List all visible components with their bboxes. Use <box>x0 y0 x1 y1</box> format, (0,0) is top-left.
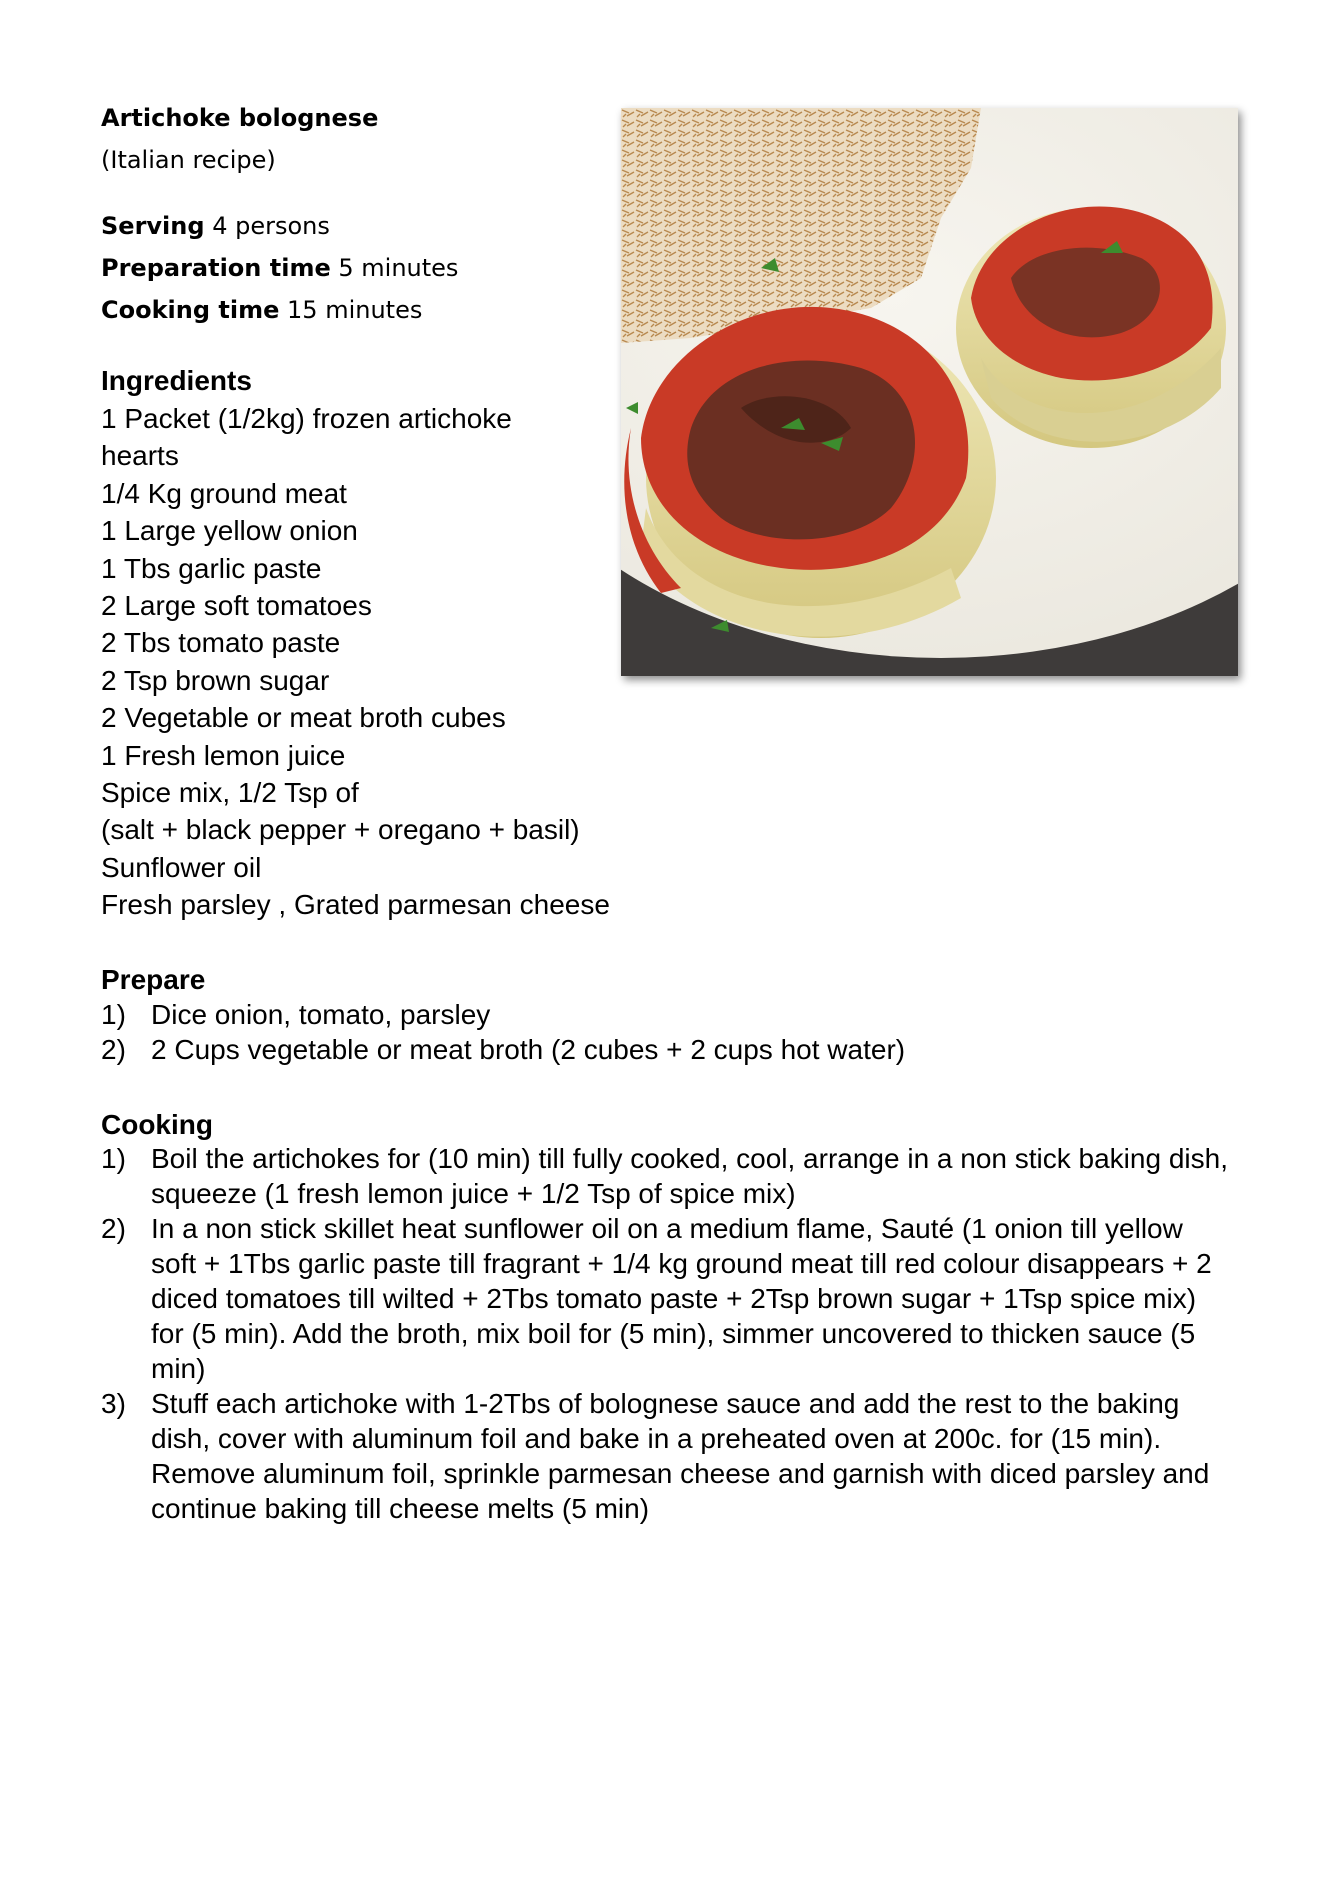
step-text: Boil the artichokes for (10 min) till fully cooked, cool, arrange in a non stick baking dish, squeeze (1 fresh lemon juice + 1/2 Tsp of spice mix) <box>151 1143 1228 1209</box>
dish-photo <box>621 108 1238 676</box>
ingredient-item: hearts <box>101 440 179 472</box>
serving-value: 4 persons <box>212 212 330 240</box>
ingredient-item: 1/4 Kg ground meat <box>101 477 347 509</box>
prepare-step <box>101 1032 1231 1067</box>
ingredient-item: 1 Fresh lemon juice <box>101 739 346 771</box>
ingredients-list <box>101 400 661 924</box>
cooking-steps <box>101 1141 1231 1526</box>
step-text: Dice onion, tomato, parsley <box>151 999 491 1030</box>
ingredient-item: Fresh parsley , Grated parmesan cheese <box>101 889 610 921</box>
ingredient-item: Sunflower oil <box>101 851 262 883</box>
prepare-step <box>101 997 1231 1032</box>
step-number: 1) <box>101 1143 126 1174</box>
ingredient-item: 2 Tbs tomato paste <box>101 627 341 659</box>
ingredient-item: 2 Large soft tomatoes <box>101 590 372 622</box>
recipe-title: Artichoke bolognese <box>101 104 379 132</box>
cooking-step <box>101 1141 1231 1211</box>
step-text: Stuff each artichoke with 1-2Tbs of bolognese sauce and add the rest to the baking dish, cover with aluminum foil and bake in a preheated oven at 200c. for (15 min). Remove aluminum foil, sprinkle parmesan cheese and garnish with diced parsley and continue baking till cheese melts (5 min) <box>151 1388 1210 1524</box>
ingredient-item: 1 Large yellow onion <box>101 515 358 547</box>
recipe-subtitle: (Italian recipe) <box>101 146 276 174</box>
step-number: 1) <box>101 999 126 1030</box>
prep-time-value: 5 minutes <box>338 254 459 282</box>
step-text: 2 Cups vegetable or meat broth (2 cubes + 2 cups hot water) <box>151 1034 906 1065</box>
prepare-heading: Prepare <box>101 964 206 995</box>
prep-time-label: Preparation time <box>101 254 331 282</box>
step-number: 2) <box>101 1213 126 1244</box>
ingredient-item: Spice mix, 1/2 Tsp of <box>101 777 359 809</box>
step-text: In a non stick skillet heat sunflower oil on a medium flame, Sauté (1 onion till yellow soft + 1Tbs garlic paste till fragrant + 1/4 kg ground meat till red colour disappears + 2 diced tomatoes till wilted + 2Tbs tomato paste + 2Tsp brown sugar + 1Tsp spice mix) for (5 min). Add the broth, mix boil for (5 min), simmer uncovered to thicken sauce (5 min) <box>151 1213 1212 1384</box>
cook-time-line <box>101 295 422 325</box>
prepare-steps <box>101 997 1231 1067</box>
cooking-step <box>101 1211 1231 1386</box>
ingredient-item: 2 Vegetable or meat broth cubes <box>101 702 506 734</box>
prep-time-line <box>101 253 458 283</box>
ingredient-item: 1 Tbs garlic paste <box>101 552 322 584</box>
serving-line <box>101 211 330 241</box>
cooking-step <box>101 1386 1231 1526</box>
ingredient-item: 1 Packet (1/2kg) frozen artichoke <box>101 403 512 434</box>
cooking-heading: Cooking <box>101 1109 213 1140</box>
ingredients-heading: Ingredients <box>101 365 252 396</box>
step-number: 3) <box>101 1388 126 1419</box>
serving-label: Serving <box>101 212 205 240</box>
ingredient-item: (salt + black pepper + oregano + basil) <box>101 814 580 846</box>
cook-time-label: Cooking time <box>101 296 280 324</box>
step-number: 2) <box>101 1034 126 1065</box>
cook-time-value: 15 minutes <box>287 296 423 324</box>
ingredient-item: 2 Tsp brown sugar <box>101 664 330 696</box>
